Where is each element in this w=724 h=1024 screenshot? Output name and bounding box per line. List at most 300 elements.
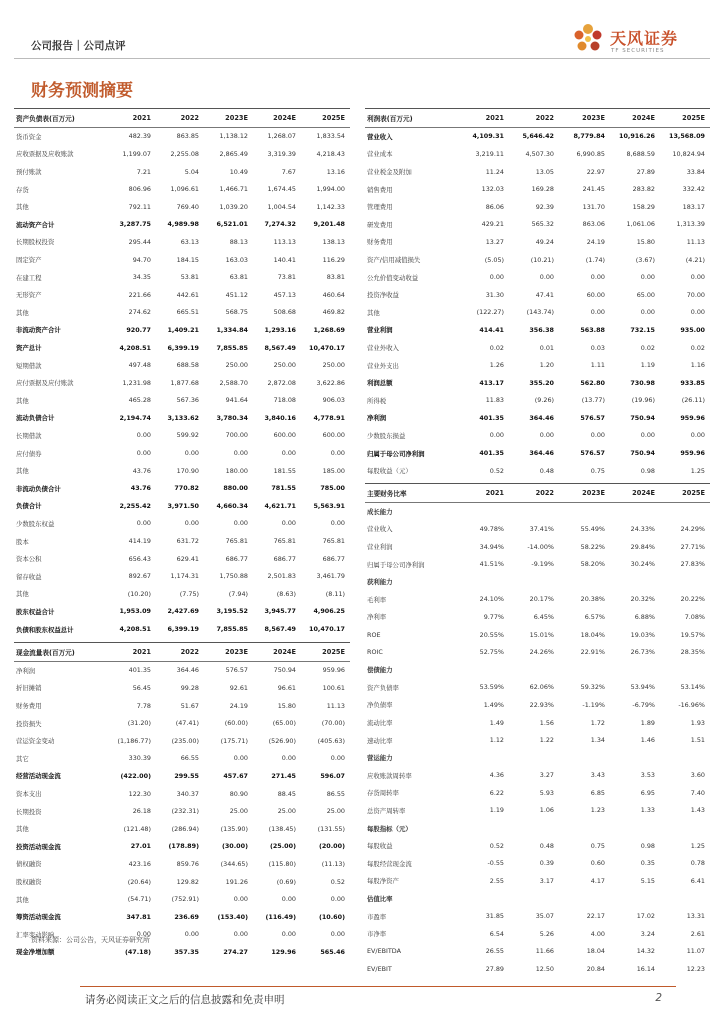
table-row <box>365 304 710 322</box>
cell-value: 22.17 <box>586 912 605 921</box>
row-label: 偿债能力 <box>367 666 393 675</box>
cell-value: -1.19% <box>582 700 605 709</box>
table-row <box>14 890 350 908</box>
table-row <box>365 502 710 520</box>
source-note: 资料来源：公司公告，天风证券研究所 <box>31 936 150 944</box>
cell-value: 3.43 <box>590 771 605 780</box>
cell-value: 1.19 <box>640 361 655 370</box>
cell-value: 770.82 <box>174 484 199 493</box>
cell-value <box>509 661 559 679</box>
table-row <box>14 198 350 216</box>
cell-value: 58.22% <box>580 542 605 551</box>
row-label: 其他 <box>367 308 380 317</box>
cell-value: 122.30 <box>128 789 151 798</box>
cell-value <box>559 661 610 679</box>
table-row <box>14 268 350 286</box>
cell-value: 1,268.69 <box>313 325 345 334</box>
cell-value: 765.81 <box>322 537 345 546</box>
income-statement-table <box>365 108 710 479</box>
row-label: 其他 <box>16 895 29 904</box>
cell-value: 401.35 <box>479 449 504 458</box>
table-row <box>365 444 710 462</box>
table-row <box>365 643 710 661</box>
brand-logo <box>568 20 708 58</box>
cell-value <box>660 819 710 837</box>
cell-value: 5.04 <box>184 167 199 176</box>
cell-value: 33.84 <box>686 167 705 176</box>
cell-value: 785.00 <box>320 484 345 493</box>
cell-value: 442.61 <box>176 290 199 299</box>
cell-value: (178.89) <box>168 842 199 851</box>
cell-value: 935.00 <box>680 325 705 334</box>
cell-value: 6.85 <box>590 788 605 797</box>
cell-value: 26.18 <box>132 807 151 816</box>
cell-value: 730.98 <box>630 378 655 387</box>
cell-value: 63.13 <box>180 237 199 246</box>
table-row <box>365 145 710 163</box>
cell-value: 1.51 <box>690 736 705 745</box>
cell-value <box>660 890 710 908</box>
cell-value: 55.49% <box>580 524 605 533</box>
cell-value: (135.90) <box>220 824 248 833</box>
row-label: 债权融资 <box>16 860 42 869</box>
row-label: 估值比率 <box>367 894 393 903</box>
table-row <box>365 608 710 626</box>
cell-value: 0.60 <box>590 859 605 868</box>
cell-value: 497.48 <box>128 361 151 370</box>
cell-value: 1,138.12 <box>219 132 248 141</box>
table-row <box>365 286 710 304</box>
row-label: 其他 <box>16 203 29 212</box>
cell-value: 781.55 <box>271 484 296 493</box>
table-row <box>365 427 710 445</box>
balance-sheet-table <box>14 108 350 638</box>
cell-value: 1,142.33 <box>316 202 345 211</box>
cell-value: 11.83 <box>485 396 504 405</box>
row-label: 其他 <box>16 590 29 599</box>
cell-value: 3,219.11 <box>475 149 504 158</box>
table-row <box>14 127 350 145</box>
cell-value: 892.67 <box>128 572 151 581</box>
cell-value: 3,971.50 <box>167 501 199 510</box>
cell-value <box>610 661 660 679</box>
row-label: 资产总计 <box>16 344 42 353</box>
cell-value: (3.67) <box>635 255 655 264</box>
cell-value: 0.00 <box>640 273 655 282</box>
cell-value: (143.74) <box>526 308 554 317</box>
cell-value <box>457 573 509 591</box>
cell-value <box>457 890 509 908</box>
cell-value: 414.41 <box>479 325 504 334</box>
table-row <box>14 750 350 768</box>
cell-value: 920.77 <box>126 325 151 334</box>
cell-value: (9.26) <box>534 396 554 405</box>
cell-value: 116.29 <box>322 255 345 264</box>
cell-value: 1,061.06 <box>626 220 655 229</box>
row-label: 每股指标（元） <box>367 824 412 833</box>
table-row <box>365 233 710 251</box>
cell-value: 92.39 <box>535 202 554 211</box>
cell-value <box>509 749 559 767</box>
table-row <box>365 872 710 890</box>
cell-value: 1.20 <box>539 361 554 370</box>
cell-value: 0.00 <box>233 930 248 939</box>
cell-value <box>660 502 710 520</box>
cell-value: 599.92 <box>176 431 199 440</box>
cell-value: 0.52 <box>489 466 504 475</box>
cell-value: 29.84% <box>630 542 655 551</box>
row-label: 应付票据及应付账款 <box>16 379 74 388</box>
cell-value: 1.22 <box>539 736 554 745</box>
cell-value: 0.00 <box>330 449 345 458</box>
cell-value: 1,293.16 <box>264 325 296 334</box>
cell-value: 113.13 <box>273 237 296 246</box>
cell-value: 80.90 <box>229 789 248 798</box>
cell-value: 6,521.01 <box>216 220 248 229</box>
row-label: 每股净资产 <box>367 877 399 886</box>
cell-value: 4.36 <box>489 771 504 780</box>
cell-value: 959.96 <box>680 449 705 458</box>
table-row <box>365 837 710 855</box>
cell-value: 295.44 <box>128 237 151 246</box>
cell-value: 6.41 <box>690 876 705 885</box>
row-label: 其他 <box>16 308 29 317</box>
row-label: 每股收益（元） <box>367 467 412 476</box>
cell-value: (47.18) <box>124 947 151 956</box>
cell-value: 356.38 <box>529 325 554 334</box>
row-label: 净利率 <box>367 613 387 622</box>
row-label: 长期股权投资 <box>16 238 55 247</box>
cell-value: 271.45 <box>271 771 296 780</box>
cell-value: 2.55 <box>489 876 504 885</box>
cell-value: 769.40 <box>176 202 199 211</box>
table-row <box>365 907 710 925</box>
cell-value: 7.40 <box>690 788 705 797</box>
cell-value: 0.00 <box>640 308 655 317</box>
table-row <box>365 573 710 591</box>
cell-value: 19.57% <box>680 630 705 639</box>
cell-value: 65.00 <box>636 290 655 299</box>
cell-value: 0.00 <box>330 754 345 763</box>
table-title: 利润表(百万元) <box>365 109 457 128</box>
cell-value: 0.00 <box>136 930 151 939</box>
row-label: 利润总额 <box>367 379 393 388</box>
cell-value: 686.77 <box>225 554 248 563</box>
row-label: 经营活动现金流 <box>16 772 61 781</box>
row-label: 长期投资 <box>16 807 42 816</box>
logo-flower-icon <box>568 20 608 58</box>
year-header: 2024E <box>253 109 301 128</box>
cell-value: 35.07 <box>535 912 554 921</box>
cell-value: 31.85 <box>485 912 504 921</box>
cell-value: 0.00 <box>539 273 554 282</box>
table-row <box>14 497 350 515</box>
cell-value: 299.55 <box>174 771 199 780</box>
table-row <box>365 731 710 749</box>
cell-value <box>457 502 509 520</box>
cell-value: 364.46 <box>529 413 554 422</box>
cell-value: (19.96) <box>631 396 655 405</box>
cell-value: 73.81 <box>277 273 296 282</box>
cell-value: 4,218.43 <box>316 149 345 158</box>
cell-value: 22.91% <box>580 648 605 657</box>
cell-value: 53.81 <box>180 273 199 282</box>
row-label: 每股收益 <box>367 842 393 851</box>
table-row <box>14 697 350 715</box>
cell-value: 1,334.84 <box>216 325 248 334</box>
table-row <box>365 784 710 802</box>
cell-value: 700.00 <box>225 431 248 440</box>
cell-value: 347.81 <box>126 912 151 921</box>
table-row <box>14 567 350 585</box>
cell-value: 0.00 <box>539 431 554 440</box>
cell-value: 185.00 <box>322 466 345 475</box>
cell-value: (11.13) <box>321 859 345 868</box>
cell-value: 0.00 <box>590 308 605 317</box>
cell-value: 1.25 <box>690 466 705 475</box>
row-label: 存货周转率 <box>367 789 399 798</box>
cell-value: 221.66 <box>128 290 151 299</box>
cell-value: 1.33 <box>640 806 655 815</box>
cell-value: 30.24% <box>630 560 655 569</box>
row-label: 市净率 <box>367 930 387 939</box>
table-row <box>365 679 710 697</box>
cell-value: (5.05) <box>484 255 504 264</box>
cell-value: (20.00) <box>318 842 345 851</box>
cell-value <box>610 749 660 767</box>
cell-value: 460.64 <box>322 290 345 299</box>
cell-value: 13.05 <box>535 167 554 176</box>
row-label: 市盈率 <box>367 912 387 921</box>
cell-value: (60.00) <box>224 719 248 728</box>
cell-value: 59.32% <box>580 683 605 692</box>
cell-value: 129.96 <box>271 947 296 956</box>
cell-value: 508.68 <box>273 308 296 317</box>
cell-value: 27.89 <box>485 964 504 973</box>
row-label: 流动资产合计 <box>16 220 55 229</box>
cell-value: 1.06 <box>539 806 554 815</box>
row-label: 短期借款 <box>16 361 42 370</box>
cell-value: 274.27 <box>223 947 248 956</box>
cell-value: 0.75 <box>590 466 605 475</box>
table-row <box>14 163 350 181</box>
table-header-row <box>365 484 710 503</box>
cell-value: 88.45 <box>277 789 296 798</box>
cell-value: 1.49 <box>489 718 504 727</box>
cell-value: 169.28 <box>531 185 554 194</box>
cell-value: 688.58 <box>176 361 199 370</box>
row-label: 营运能力 <box>367 754 393 763</box>
table-row <box>365 374 710 392</box>
row-label: 财务费用 <box>367 238 393 247</box>
cell-value: 2,501.83 <box>267 572 296 581</box>
cell-value: (54.71) <box>127 895 151 904</box>
row-label: 股本 <box>16 537 29 546</box>
cell-value: 15.80 <box>277 701 296 710</box>
cell-value: 24.33% <box>630 524 655 533</box>
cell-value: 565.32 <box>531 220 554 229</box>
row-label: 营业利润 <box>367 543 393 552</box>
row-label: 筹资活动现金流 <box>16 913 61 922</box>
table-row <box>14 356 350 374</box>
table-row <box>14 216 350 234</box>
table-row <box>365 268 710 286</box>
cell-value: (8.63) <box>276 589 296 598</box>
cell-value: 53.59% <box>479 683 504 692</box>
cell-value: 665.51 <box>176 308 199 317</box>
logo-name: 天风证券 <box>610 29 679 48</box>
cell-value: 10,470.17 <box>309 343 345 352</box>
cell-value: 718.08 <box>273 396 296 405</box>
cell-value: 0.00 <box>330 930 345 939</box>
cell-value: -14.00% <box>527 542 554 551</box>
cell-value: 86.55 <box>326 789 345 798</box>
cell-value: 1.46 <box>640 736 655 745</box>
cell-value: 24.19 <box>586 237 605 246</box>
cell-value: 58.20% <box>580 560 605 569</box>
cell-value: (122.27) <box>476 308 504 317</box>
cell-value: 0.00 <box>184 519 199 528</box>
row-label: 资产/信用减值损失 <box>367 256 421 265</box>
cell-value: 686.77 <box>273 554 296 563</box>
row-label: 营业成本 <box>367 150 393 159</box>
cell-value: 7,855.85 <box>216 625 248 634</box>
cell-value: 181.55 <box>273 466 296 475</box>
cell-value <box>660 661 710 679</box>
cell-value <box>509 819 559 837</box>
row-label: 汇率变动影响 <box>16 930 55 939</box>
cell-value: 0.00 <box>184 930 199 939</box>
table-row <box>14 286 350 304</box>
table-title: 主要财务比率 <box>365 484 457 503</box>
cell-value: 357.35 <box>174 947 199 956</box>
cell-value: 863.85 <box>176 132 199 141</box>
cell-value: (526.90) <box>268 736 296 745</box>
cell-value: 27.89 <box>636 167 655 176</box>
row-label: 货币资金 <box>16 132 42 141</box>
row-label: 应收账款周转率 <box>367 771 412 780</box>
cell-value: 191.26 <box>225 877 248 886</box>
cell-value: 28.35% <box>680 648 705 657</box>
cell-value <box>509 890 559 908</box>
table-row <box>365 321 710 339</box>
table-row <box>365 409 710 427</box>
cell-value: (10.21) <box>530 255 554 264</box>
cell-value: 2,255.42 <box>119 501 151 510</box>
cell-value: (31.20) <box>127 719 151 728</box>
row-label: 净负债率 <box>367 701 393 710</box>
cell-value: 1,231.98 <box>122 378 151 387</box>
table-row <box>14 679 350 697</box>
cell-value: (47.41) <box>175 719 199 728</box>
cell-value: 129.82 <box>176 877 199 886</box>
cell-value: (153.40) <box>217 912 248 921</box>
cell-value: 34.94% <box>479 542 504 551</box>
row-label: 应付债券 <box>16 449 42 458</box>
cell-value: 2,194.74 <box>119 413 151 422</box>
row-label: 净利润 <box>367 414 387 423</box>
cell-value: 423.16 <box>128 859 151 868</box>
row-label: 负债和股东权益总计 <box>16 625 74 634</box>
cell-value <box>457 661 509 679</box>
row-label: 股东权益合计 <box>16 607 55 616</box>
year-header: 2021 <box>457 109 509 128</box>
cell-value: 180.00 <box>225 466 248 475</box>
cell-value: 283.82 <box>632 185 655 194</box>
cell-value: 2,588.70 <box>219 378 248 387</box>
cell-value: 6,399.19 <box>167 625 199 634</box>
cell-value: 600.00 <box>273 431 296 440</box>
cell-value: 250.00 <box>225 361 248 370</box>
cell-value: (115.80) <box>268 859 296 868</box>
cell-value: 0.00 <box>640 431 655 440</box>
cell-value: (131.55) <box>317 824 345 833</box>
cell-value: 52.75% <box>479 648 504 657</box>
table-row <box>365 890 710 908</box>
header-divider <box>14 58 710 59</box>
row-label: 营业外支出 <box>367 361 399 370</box>
cell-value: 53.14% <box>680 683 705 692</box>
cell-value <box>610 502 660 520</box>
cell-value: 26.73% <box>630 648 655 657</box>
cell-value: (70.00) <box>321 719 345 728</box>
cell-value: 131.70 <box>582 202 605 211</box>
cell-value: 6.45% <box>533 612 554 621</box>
cell-value: 13.31 <box>686 912 705 921</box>
cell-value: 132.03 <box>481 185 504 194</box>
cell-value: 4.17 <box>590 876 605 885</box>
row-label: 负债合计 <box>16 502 42 511</box>
cell-value: 0.00 <box>233 519 248 528</box>
cell-value: 14.32 <box>636 947 655 956</box>
cell-value: 0.02 <box>640 343 655 352</box>
row-label: 管理费用 <box>367 203 393 212</box>
cell-value: 686.77 <box>322 554 345 563</box>
table-row <box>14 233 350 251</box>
table-row <box>365 767 710 785</box>
cell-value: (286.94) <box>171 824 199 833</box>
cell-value: 0.00 <box>233 449 248 458</box>
cell-value: 5,563.91 <box>313 501 345 510</box>
cell-value: 4.00 <box>590 929 605 938</box>
cell-value: 15.80 <box>636 237 655 246</box>
cell-value: (30.00) <box>221 842 248 851</box>
cell-value: 0.00 <box>690 308 705 317</box>
cell-value: 15.01% <box>529 630 554 639</box>
cell-value: 567.36 <box>176 396 199 405</box>
cell-value: 1,409.21 <box>167 325 199 334</box>
cell-value: 10,470.17 <box>309 625 345 634</box>
year-header: 2021 <box>106 109 156 128</box>
cell-value: 1,268.07 <box>267 132 296 141</box>
cell-value: 0.00 <box>136 431 151 440</box>
footer-disclaimer: 请务必阅读正文之后的信息披露和免责申明 <box>85 994 285 1006</box>
cell-value: 765.81 <box>273 537 296 546</box>
cell-value: 1,466.71 <box>219 185 248 194</box>
cell-value: 457.67 <box>223 771 248 780</box>
cell-value: 4,109.31 <box>472 132 504 141</box>
table-header-row <box>365 109 710 128</box>
cell-value: 51.67 <box>180 701 199 710</box>
cell-value: 241.45 <box>582 185 605 194</box>
cell-value: 0.02 <box>489 343 504 352</box>
cell-value: 413.17 <box>479 378 504 387</box>
cell-value: 933.85 <box>680 378 705 387</box>
cell-value: 6.54 <box>489 929 504 938</box>
row-label: 资产负债率 <box>367 683 399 692</box>
cell-value: 465.28 <box>128 396 151 405</box>
cell-value: 6.88% <box>634 612 655 621</box>
